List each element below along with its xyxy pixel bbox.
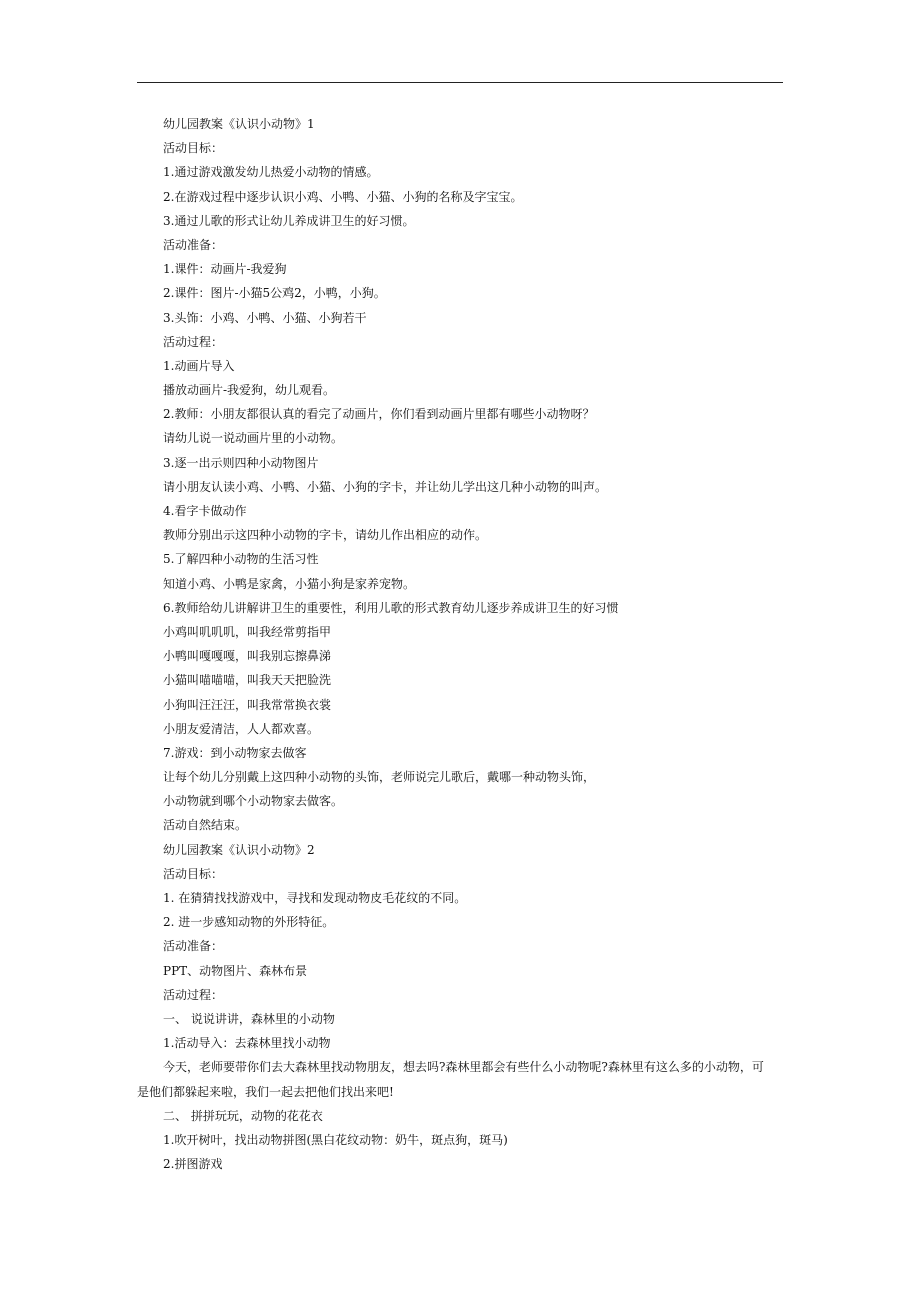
tail-lines — [163, 1104, 783, 1177]
text-line: 3.头饰：小鸡、小鸭、小猫、小狗若干 — [163, 310, 367, 325]
paragraph-line-continued: 是他们都躲起来啦，我们一起去把他们找出来吧! — [137, 1084, 394, 1099]
text-line: 小动物就到哪个小动物家去做客。 — [163, 794, 344, 809]
text-line: 7.游戏：到小动物家去做客 — [163, 745, 307, 760]
text-line: 活动准备： — [163, 237, 224, 252]
text-line: 2.拼图游戏 — [163, 1157, 223, 1172]
text-line: 播放动画片-我爱狗，幼儿观看。 — [163, 383, 336, 398]
text-line: 二、 拼拼玩玩，动物的花花衣 — [163, 1108, 323, 1123]
text-line: 活动目标： — [163, 141, 224, 156]
text-line: 一、 说说讲讲，森林里的小动物 — [163, 1011, 335, 1026]
text-line: 知道小鸡、小鸭是家禽，小猫小狗是家养宠物。 — [163, 576, 416, 591]
text-line: 1. 在猜猜找找游戏中，寻找和发现动物皮毛花纹的不同。 — [163, 891, 467, 905]
text-line: 1.动画片导入 — [163, 358, 235, 373]
text-line: 请小朋友认读小鸡、小鸭、小猫、小狗的字卡，并让幼儿学出这几种小动物的叫声。 — [163, 479, 608, 494]
text-line: 幼儿园教案《认识小动物》1 — [163, 117, 315, 131]
text-line: 3.逐一出示则四种小动物图片 — [163, 455, 319, 470]
text-line: 3.通过儿歌的形式让幼儿养成讲卫生的好习惯。 — [163, 213, 415, 228]
text-line: 活动目标： — [163, 866, 224, 881]
text-line: 幼儿园教案《认识小动物》2 — [163, 842, 315, 857]
text-line: 2.在游戏过程中逐步认识小鸡、小鸭、小猫、小狗的名称及字宝宝。 — [163, 189, 523, 204]
text-line: 活动过程： — [163, 334, 224, 349]
document-body — [137, 112, 783, 1176]
text-line: 小狗叫汪汪汪，叫我常常换衣裳 — [163, 697, 332, 712]
text-line: 4.看字卡做动作 — [163, 504, 247, 518]
text-line: 小朋友爱清洁，人人都欢喜。 — [163, 721, 320, 736]
text-line: 小猫叫喵喵喵，叫我天天把脸洗 — [163, 673, 332, 688]
text-line: 让每个幼儿分别戴上这四种小动物的头饰，老师说完儿歌后，戴哪一种动物头饰， — [163, 770, 596, 785]
text-line: PPT、动物图片、森林布景 — [163, 963, 308, 978]
text-line: 活动过程： — [163, 987, 224, 1002]
text-line: 1.吹开树叶，找出动物拼图(黑白花纹动物：奶牛，斑点狗，斑马) — [163, 1132, 508, 1147]
header-rule — [137, 82, 783, 83]
text-line: 活动准备： — [163, 939, 224, 954]
text-line: 小鸭叫嘎嘎嘎，叫我别忘擦鼻涕 — [163, 649, 332, 664]
text-line: 1.课件：动画片-我爱狗 — [163, 262, 287, 277]
text-lines — [163, 112, 783, 1055]
paragraph-line: 今天，老师要带你们去大森林里找动物朋友，想去吗?森林里都会有些什么小动物呢?森林里有这么多的小动物，可 — [163, 1060, 764, 1075]
text-line: 2. 进一步感知动物的外形特征。 — [163, 915, 335, 930]
text-line: 2.课件：图片-小猫5公鸡2，小鸭，小狗。 — [163, 286, 386, 301]
text-line: 请幼儿说一说动画片里的小动物。 — [163, 431, 344, 446]
text-line: 教师分别出示这四种小动物的字卡，请幼儿作出相应的动作。 — [163, 528, 488, 543]
text-line: 5.了解四种小动物的生活习性 — [163, 552, 319, 567]
text-line: 6.教师给幼儿讲解讲卫生的重要性，利用儿歌的形式教育幼儿逐步养成讲卫生的好习惯 — [163, 600, 619, 615]
text-line: 小鸡叫叽叽叽，叫我经常剪指甲 — [163, 624, 332, 639]
text-line: 1.通过游戏激发幼儿热爱小动物的情感。 — [163, 165, 379, 180]
text-line: 1.活动导入：去森林里找小动物 — [163, 1036, 331, 1051]
text-line: 2.教师：小朋友都很认真的看完了动画片，你们看到动画片里都有哪些小动物呀？ — [163, 407, 595, 422]
text-line: 活动自然结束。 — [163, 818, 248, 833]
